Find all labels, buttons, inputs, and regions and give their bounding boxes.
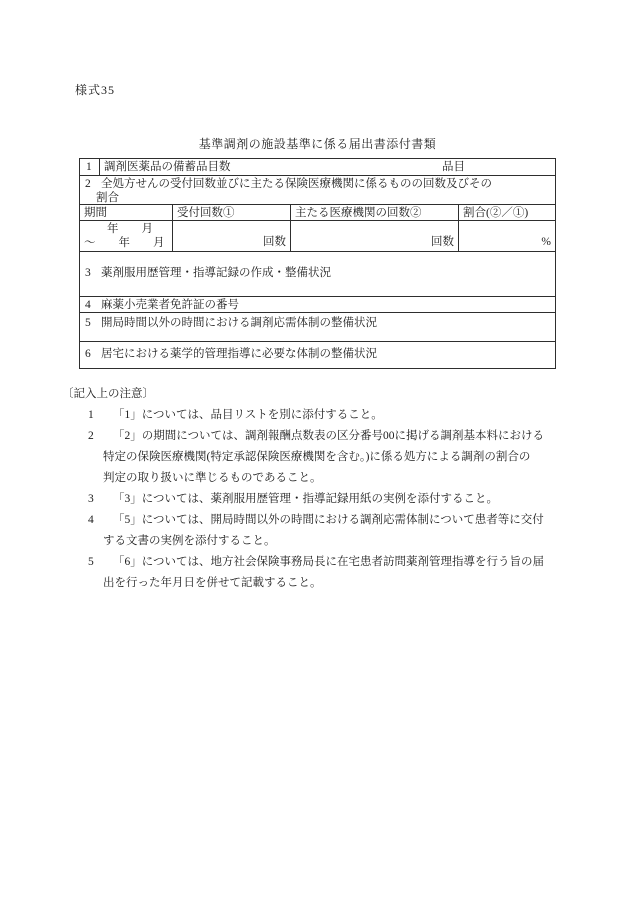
row-label: 調剤医薬品の備蓄品目数 xyxy=(104,161,231,173)
note-number: 5 xyxy=(88,556,94,568)
header-ratio: 割合(②／①) xyxy=(463,207,529,219)
note-number: 4 xyxy=(88,514,94,526)
row-number: 5 xyxy=(85,317,91,329)
header-main-institution-count: 主たる医療機関の回数② xyxy=(291,205,459,220)
header-reception-count: 受付回数① xyxy=(173,205,291,220)
period-cell xyxy=(80,221,173,251)
row-number: 2 xyxy=(85,178,91,190)
form-number: 様式35 xyxy=(75,83,116,97)
note-item-4: 4 「5」については、開局時間以外の時間における調剤応需体制について患者等に交付 xyxy=(62,510,567,531)
row-label: 薬剤服用歴管理・指導記録の作成・整備状況 xyxy=(101,267,331,279)
table-row-prescription-counts xyxy=(80,175,555,204)
period-line1: 年 月 xyxy=(84,223,153,235)
subtable-data-row xyxy=(80,220,555,251)
note-number: 1 xyxy=(88,409,94,421)
note-item-5: 5 「6」については、地方社会保険事務局長に在宅患者訪問薬剤管理指導を行う旨の届 xyxy=(62,552,567,573)
main-institution-count-cell xyxy=(291,221,459,251)
ratio-cell xyxy=(459,221,555,251)
row-label-line2: 割合 xyxy=(96,192,119,204)
row-number: 4 xyxy=(85,299,91,311)
row-number: 6 xyxy=(85,348,91,360)
note-item-4-cont: する文書の実例を添付すること。 xyxy=(103,535,276,547)
row-label: 麻薬小売業者免許証の番号 xyxy=(101,299,239,311)
note-item-2: 2 「2」の期間については、調剤報酬点数表の区分番号00に掲げる調剤基本料における xyxy=(62,426,567,447)
row-number: 3 xyxy=(85,267,91,279)
note-item-2-cont: 判定の取り扱いに準じるものであること。 xyxy=(103,472,322,484)
period-line2: ～ 年 月 xyxy=(84,237,165,249)
unit-label-count: 回数 xyxy=(263,236,286,248)
row-label-line1: 2 全処方せんの受付回数並びに主たる保険医療機関に係るものの回数及びその xyxy=(80,177,555,191)
unit-label-count: 回数 xyxy=(431,236,454,248)
subtable-header-row xyxy=(80,204,555,220)
header-period: 期間 xyxy=(80,205,173,220)
note-item-2-cont: 特定の保険医療機関(特定承認保険医療機関を含む。)に係る処方による調剤の割合の xyxy=(103,451,531,463)
document-title-text: 基準調剤の施設基準に係る届出書添付書類 xyxy=(198,137,437,151)
reception-count-cell xyxy=(173,221,291,251)
row-number: 1 xyxy=(80,159,100,175)
document-title xyxy=(79,135,556,152)
row-label: 開局時間以外の時間における調剤応需体制の整備状況 xyxy=(101,317,377,329)
unit-label-percent: % xyxy=(541,236,551,248)
attachment-documents-table xyxy=(79,158,556,369)
note-item-3: 3 「3」については、薬剤服用歴管理・指導記録用紙の実例を添付すること。 xyxy=(62,489,567,510)
note-item-1: 1 「1」については、品目リストを別に添付すること。 xyxy=(62,405,567,426)
note-number: 3 xyxy=(88,493,94,505)
notes-section xyxy=(62,384,567,594)
note-item-5-cont: 出を行った年月日を併せて記載すること。 xyxy=(103,577,322,589)
row-label: 居宅における薬学的管理指導に必要な体制の整備状況 xyxy=(101,348,377,360)
notes-heading: 〔記入上の注意〕 xyxy=(62,388,154,400)
table-row-medication-history xyxy=(80,251,555,296)
unit-label-items: 品目 xyxy=(442,161,465,173)
table-row-stock-items xyxy=(80,159,555,175)
table-row-home-care-system xyxy=(80,341,555,368)
note-number: 2 xyxy=(88,430,94,442)
table-row-narcotics-license xyxy=(80,296,555,312)
table-row-after-hours-system xyxy=(80,312,555,341)
